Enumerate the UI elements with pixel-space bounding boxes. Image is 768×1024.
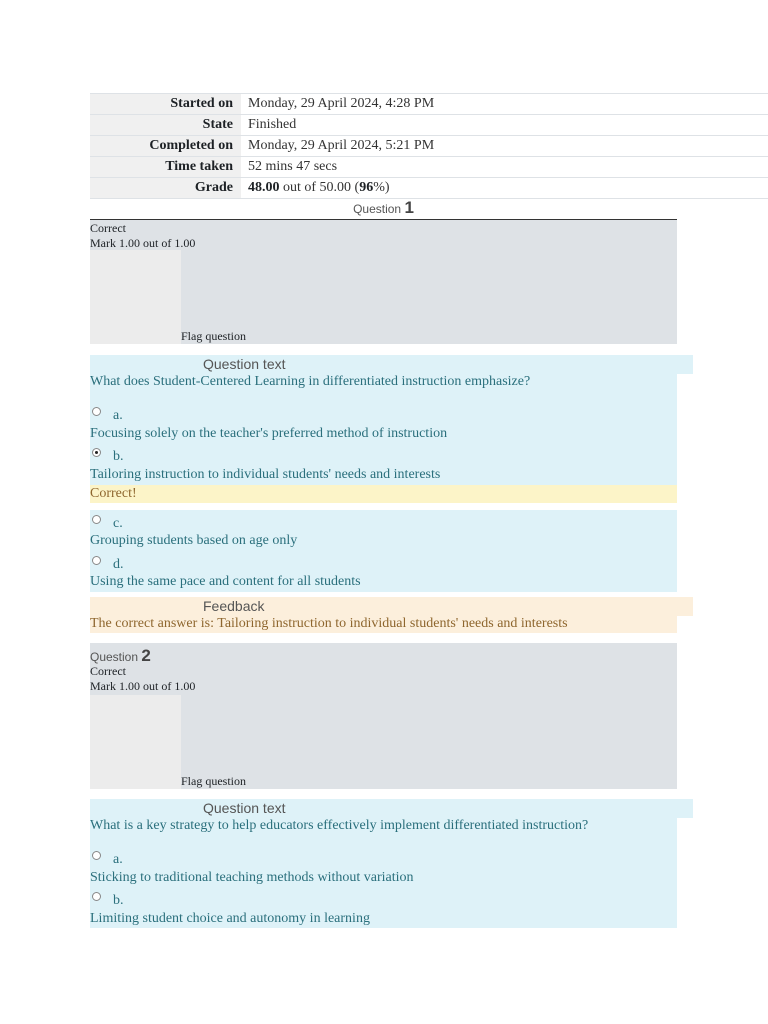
- summary-row-completed: [90, 135, 768, 156]
- question-1-heading: [90, 198, 677, 220]
- grade-mid: out of 50.00 (: [279, 180, 360, 195]
- grade-percent: 96: [359, 180, 374, 195]
- question-mark: Mark 1.00 out of 1.00: [90, 236, 196, 250]
- time-label: Time taken: [90, 157, 241, 177]
- answer-text-a[interactable]: Sticking to traditional teaching methods without variation: [90, 870, 414, 885]
- answer-text-d[interactable]: Using the same pace and content for all students: [90, 574, 361, 589]
- completed-value: Monday, 29 April 2024, 5:21 PM: [248, 138, 435, 153]
- question-2-heading: [90, 646, 151, 666]
- state-label: State: [90, 115, 241, 135]
- question-2-content: [90, 818, 677, 928]
- summary-row-state: [90, 114, 768, 135]
- answer-text-b[interactable]: Tailoring instruction to individual students' needs and interests: [90, 467, 441, 482]
- answer-letter-c: c.: [113, 516, 123, 531]
- question-number: 2: [141, 646, 151, 665]
- grade-label: Grade: [90, 178, 241, 198]
- question-prompt: What is a key strategy to help educators effectively implement differentiated instruction?: [90, 818, 589, 833]
- grade-value: [241, 178, 768, 198]
- answer-letter-a: a.: [113, 408, 123, 423]
- summary-row-time: [90, 156, 768, 177]
- state-value: Finished: [248, 117, 297, 132]
- question-1-info: [90, 220, 677, 344]
- answer-radio-a[interactable]: [92, 851, 101, 860]
- started-label: Started on: [90, 94, 241, 114]
- flag-column: [90, 250, 181, 344]
- time-value: 52 mins 47 secs: [248, 159, 338, 174]
- question-mark: Mark 1.00 out of 1.00: [90, 679, 196, 693]
- answer-radio-d[interactable]: [92, 556, 101, 565]
- feedback-heading: Feedback: [90, 597, 693, 616]
- question-number: 1: [404, 198, 414, 217]
- flag-question-link[interactable]: Flag question: [181, 774, 246, 788]
- question-label: Question: [90, 650, 142, 664]
- question-label: Question: [353, 202, 405, 216]
- completed-label: Completed on: [90, 136, 241, 156]
- attempt-summary-table: [90, 93, 768, 199]
- grade-end: %): [373, 180, 390, 195]
- answer-text-b[interactable]: Limiting student choice and autonomy in learning: [90, 911, 370, 926]
- flag-column: [90, 695, 181, 789]
- answer-letter-b: b.: [113, 449, 124, 464]
- answer-letter-b: b.: [113, 893, 124, 908]
- question-2-info: [90, 643, 677, 789]
- answer-radio-a[interactable]: [92, 407, 101, 416]
- question-text-heading: Question text: [90, 799, 693, 818]
- question-state: Correct: [90, 221, 126, 235]
- summary-row-grade: [90, 177, 768, 199]
- answer-letter-d: d.: [113, 557, 124, 572]
- correct-message: Correct!: [90, 485, 677, 503]
- answer-text-c[interactable]: Grouping students based on age only: [90, 533, 298, 548]
- question-1-content: [90, 374, 677, 486]
- question-text-heading: Question text: [90, 355, 693, 374]
- answer-radio-b[interactable]: [92, 448, 101, 457]
- feedback-text: The correct answer is: Tailoring instruction to individual students' needs and interests: [90, 615, 677, 633]
- started-value: Monday, 29 April 2024, 4:28 PM: [248, 96, 435, 111]
- answer-radio-c[interactable]: [92, 515, 101, 524]
- question-state: Correct: [90, 664, 126, 678]
- answer-letter-a: a.: [113, 852, 123, 867]
- question-prompt: What does Student-Centered Learning in differentiated instruction emphasize?: [90, 374, 531, 389]
- question-1-content-cont: [90, 510, 677, 592]
- answer-radio-b[interactable]: [92, 892, 101, 901]
- flag-question-link[interactable]: Flag question: [181, 329, 246, 343]
- summary-row-started: [90, 93, 768, 114]
- grade-score: 48.00: [248, 180, 280, 195]
- answer-text-a[interactable]: Focusing solely on the teacher's preferred method of instruction: [90, 426, 448, 441]
